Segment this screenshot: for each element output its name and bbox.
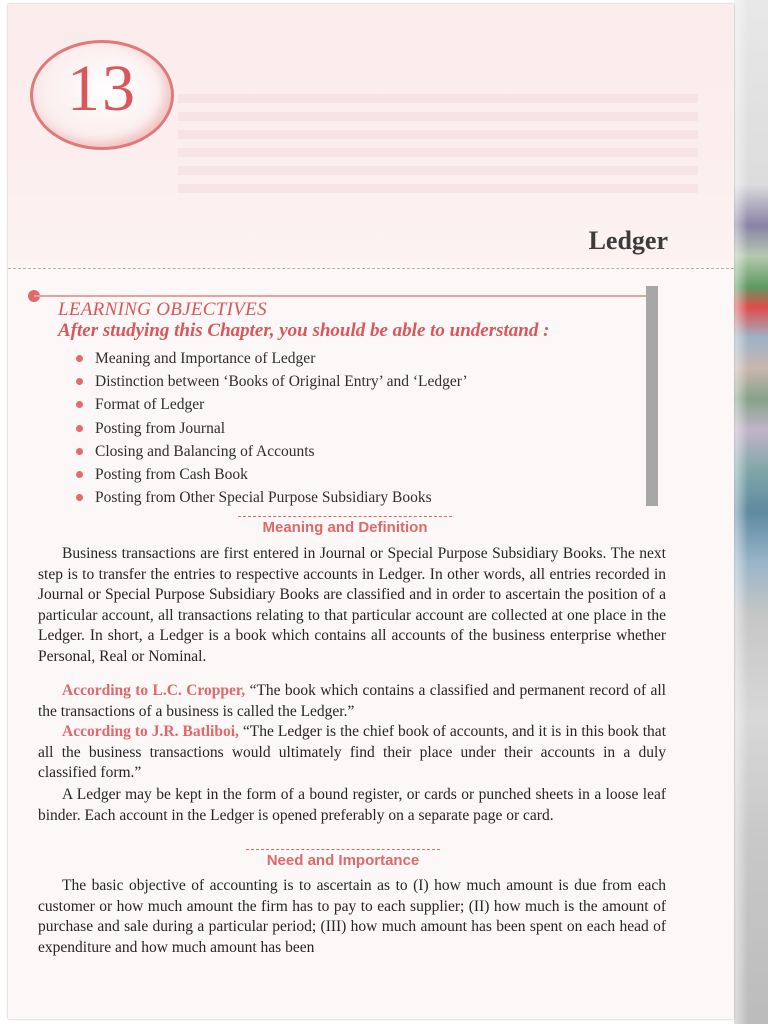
list-item: Format of Ledger (74, 393, 468, 416)
meaning-paragraph: Business transactions are first entered in Journal or Special Purpose Subsidiary Books. The next step is to transfer the entries to respective accounts in Ledger. In other words, all entries recorded in Journal or Special Purpose Subsidiary Books are classified and in order to ascertain the position of a particular account, all transactions relating to that particular account are collected at one place in the Ledger. In short, a Ledger is a book which contains all accounts of the business enterprise whether Personal, Real or Nominal. (38, 545, 666, 665)
batliboi-lead: According to J.R. Batliboi, (62, 723, 239, 740)
objectives-rule (34, 295, 656, 297)
list-item: Meaning and Importance of Ledger (74, 347, 468, 370)
bullet-icon (76, 355, 83, 362)
need-paragraph: The basic objective of accounting is to ascertain as to (I) how much amount is due from each customer or how much amount the firm has to pay to each supplier; (II) how much is the amount of purchase and sale during a particular period; (III) how much amount has been spent on each head of expenditure and how much amount has been (38, 877, 666, 956)
list-item: Posting from Other Special Purpose Subsidiary Books (74, 486, 468, 509)
scan-edge-strip (734, 0, 768, 1024)
objectives-subheading: After studying this Chapter, you should be able to understand : (58, 320, 550, 341)
cropper-lead: According to L.C. Cropper, (62, 682, 246, 699)
bullet-icon (76, 401, 83, 408)
bullet-icon (76, 471, 83, 478)
need-heading: Need and Importance (246, 849, 440, 869)
list-item: Posting from Journal (74, 417, 468, 440)
bullet-icon (76, 378, 83, 385)
objectives-heading: LEARNING OBJECTIVES (58, 299, 267, 320)
objectives-side-bar (646, 286, 658, 506)
bullet-icon (76, 494, 83, 501)
objectives-list (74, 347, 468, 509)
meaning-heading: Meaning and Definition (238, 516, 452, 536)
list-item: Distinction between ‘Books of Original Entry’ and ‘Ledger’ (74, 370, 468, 393)
chapter-title: Ledger (588, 226, 668, 255)
bullet-icon (76, 448, 83, 455)
chapter-header (8, 4, 734, 266)
header-divider (8, 268, 734, 269)
chapter-number: 13 (67, 52, 137, 125)
ledger-form-paragraph: A Ledger may be kept in the form of a bound register, or cards or punched sheets in a loose leaf binder. Each account in the Ledger is opened preferably on a separate page or card. (38, 786, 666, 824)
bullet-icon (76, 425, 83, 432)
batliboi-quote: According to J.R. Batliboi, “The Ledger is the chief book of accounts, and it is in this book that all the business transactions would ultimately find their place under their accounts in a duly classified form.” (38, 723, 666, 781)
book-page (8, 4, 734, 1019)
chapter-number-badge (30, 40, 174, 150)
cropper-quote: According to L.C. Cropper, “The book which contains a classified and permanent record of all the transactions of a business is called the Ledger.” (38, 682, 666, 720)
faint-background-text (178, 94, 698, 202)
list-item: Posting from Cash Book (74, 463, 468, 486)
list-item: Closing and Balancing of Accounts (74, 440, 468, 463)
